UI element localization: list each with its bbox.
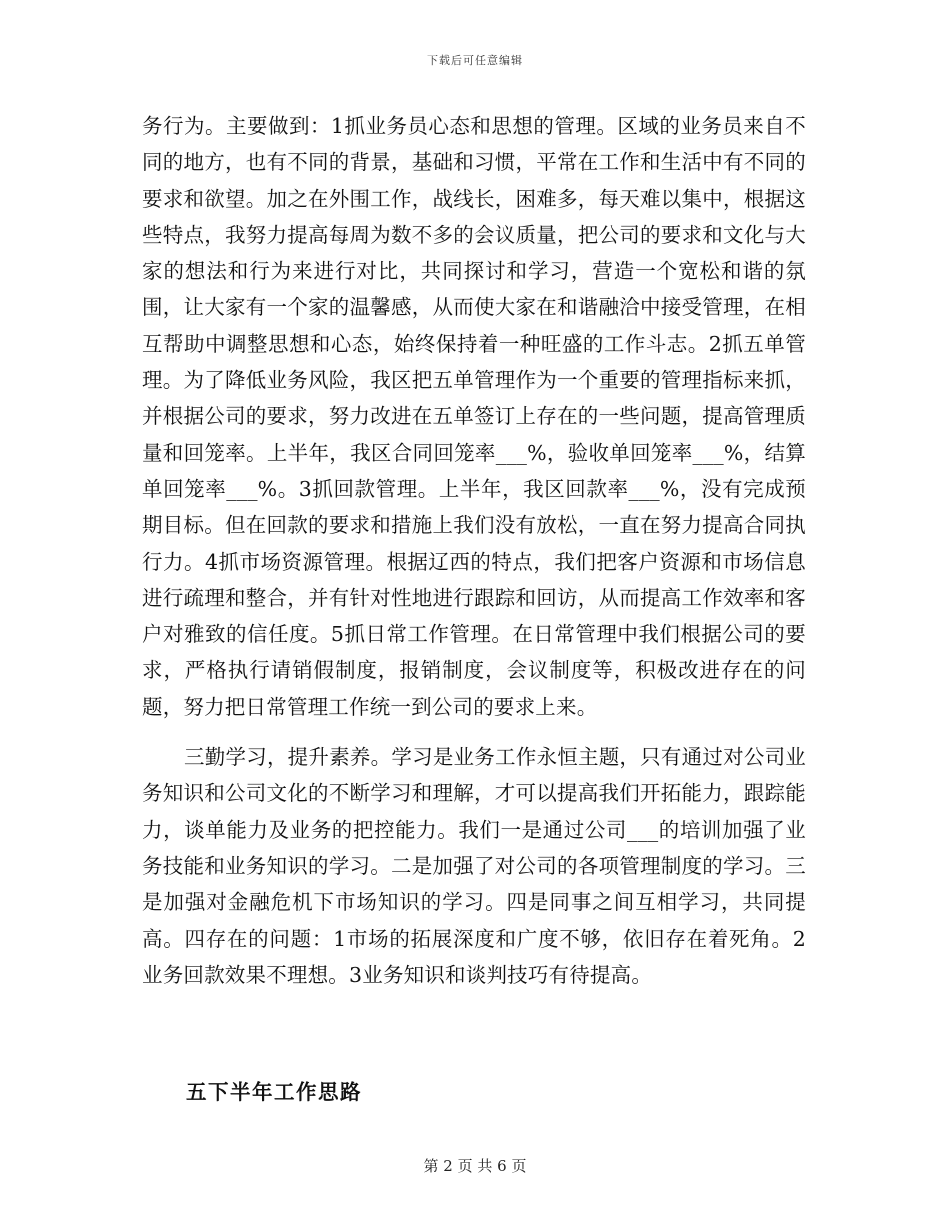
paragraph-1: 务行为。主要做到：1抓业务员心态和思想的管理。区域的业务员来自不同的地方，也有不同的背景，基础和习惯，平常在工作和生活中有不同的要求和欲望。加之在外围工作，战线长，困难多，每天难以集中，根据这些特点，我努力提高每周为数不多的会议质量，把公司的要求和文化与大家的想法和行为来进行对比，共同探讨和学习，营造一个宽松和谐的氛围，让大家有一个家的温馨感，从而使大家在和谐融洽中接受管理，在相互帮助中调整思想和心态，始终保持着一种旺盛的工作斗志。2抓五单管理。为了降低业务风险，我区把五单管理作为一个重要的管理指标来抓，并根据公司的要求，努力改进在五单签订上存在的一些问题，提高管理质量和回笼率。上半年，我区合同回笼率___%，验收单回笼率___%，结算单回笼率___%。3抓回款管理。上半年，我区回款率___%，没有完成预期目标。但在回款的要求和措施上我们没有放松，一直在努力提高合同执行力。4抓市场资源管理。根据辽西的特点，我们把客户资源和市场信息进行疏理和整合，并有针对性地进行跟踪和回访，从而提高工作效率和客户对雅致的信任度。5抓日常工作管理。在日常管理中我们根据公司的要求，严格执行请销假制度，报销制度，会议制度等，积极改进存在的问题，努力把日常管理工作统一到公司的要求上来。: [142, 114, 806, 719]
section-heading: 五下半年工作思路: [186, 1080, 362, 1104]
document-body: [142, 108, 806, 993]
paragraph-2: 三勤学习，提升素养。学习是业务工作永恒主题，只有通过对公司业务知识和公司文化的不断学习和理解，才可以提高我们开拓能力，跟踪能力，谈单能力及业务的把控能力。我们一是通过公司___的培训加强了业务技能和业务知识的学习。二是加强了对公司的各项管理制度的学习。三是加强对金融危机下市场知识的学习。四是同事之间互相学习，共同提高。四存在的问题：1市场的拓展深度和广度不够，依旧存在着死角。2业务回款效果不理想。3业务知识和谈判技巧有待提高。: [142, 745, 806, 987]
page-header-note: 下载后可任意编辑: [427, 54, 523, 67]
page-number-footer: 第 2 页 共 6 页: [423, 1157, 527, 1175]
